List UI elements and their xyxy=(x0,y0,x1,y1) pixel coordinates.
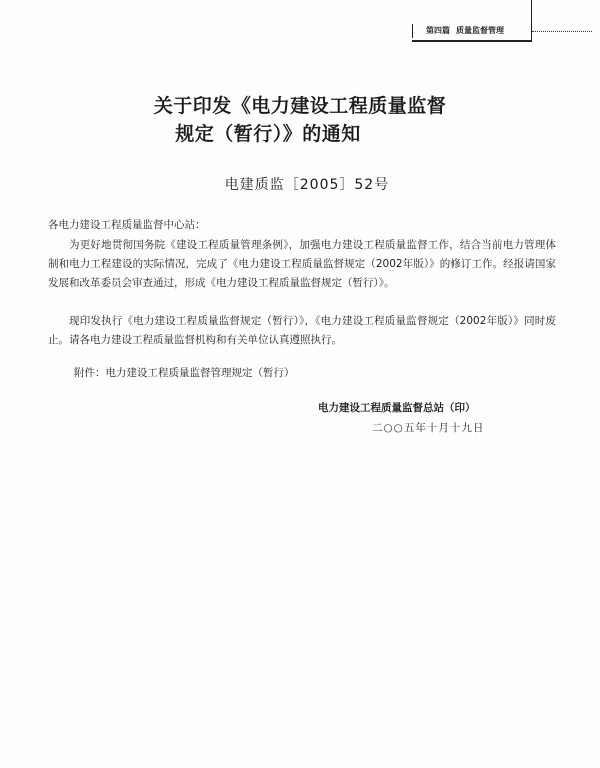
header-left-rule xyxy=(412,24,413,38)
issue-date: 二○○五年十月十九日 xyxy=(372,422,485,434)
paragraph-2: 现印发执行《电力建设工程质量监督规定（暂行）》，《电力建设工程质量监督规定（2002年版）》同时废止。请各电力建设工程质量监督机构和有关单位认真遵照执行。 xyxy=(48,315,556,346)
salutation: 各电力建设工程质量监督中心站： xyxy=(48,219,206,231)
attachment-line: 附件：电力建设工程质量监督管理规定（暂行） xyxy=(74,367,295,379)
document-number: 电建质监［2005］52号 xyxy=(224,177,390,193)
running-header xyxy=(412,22,532,42)
running-header-text xyxy=(426,22,504,40)
running-header-section: 质量监督管理 xyxy=(456,26,504,35)
title-line-2: 规定（暂行）》的通知 xyxy=(175,123,361,145)
header-dotted-rule xyxy=(532,31,592,32)
document-title xyxy=(0,92,600,148)
title-line-1: 关于印发《电力建设工程质量监督 xyxy=(153,95,447,117)
paragraph-1: 为更好地贯彻国务院《建设工程质量管理条例》，加强电力建设工程质量监督工作，结合当前电力管理体制和电力工程建设的实际情况，完成了《电力建设工程质量监督规定（2002年版）》的修订工作。经报请国家发展和改革委员会审查通过，形成《电力建设工程质量监督规定（暂行）》。 xyxy=(48,239,556,289)
issuer-signature: 电力建设工程质量监督总站（印） xyxy=(318,402,476,414)
running-header-part: 第四篇 xyxy=(426,26,450,35)
